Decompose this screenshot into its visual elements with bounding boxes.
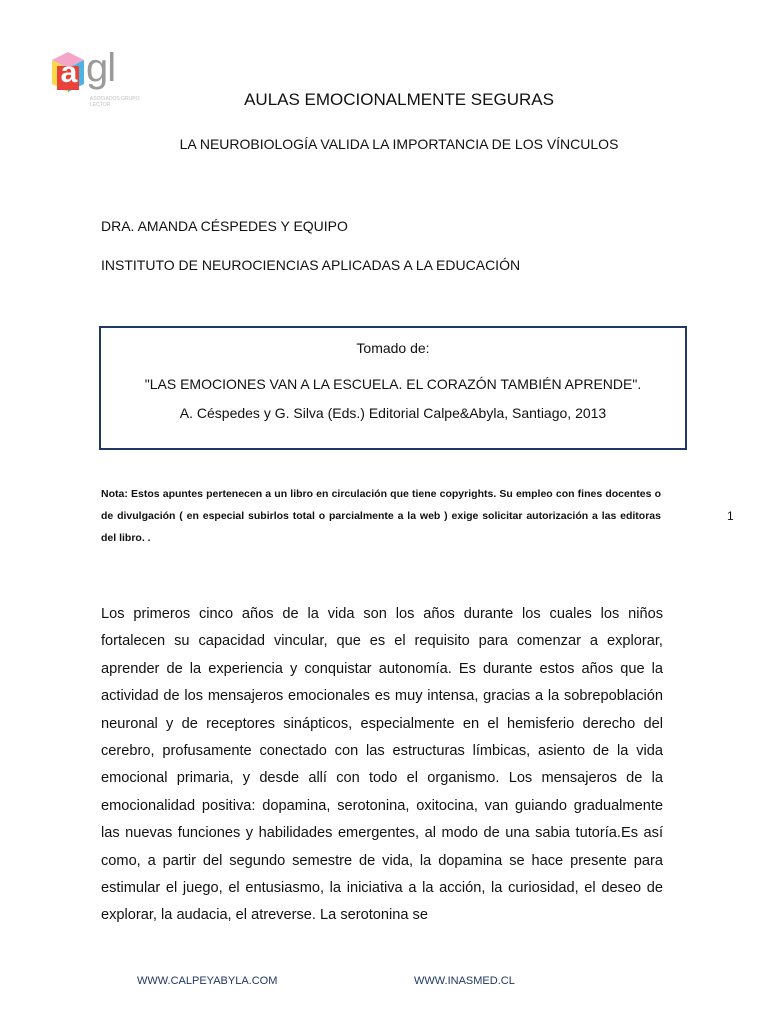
- author-line: DRA. AMANDA CÉSPEDES Y EQUIPO: [101, 218, 348, 234]
- document-title: AULAS EMOCIONALMENTE SEGURAS: [244, 90, 554, 109]
- page-number: 1: [727, 509, 734, 523]
- source-box: [99, 326, 687, 450]
- source-citation: A. Céspedes y G. Silva (Eds.) Editorial Calpe&Abyla, Santiago, 2013: [179, 405, 607, 421]
- footer-link-inasmed[interactable]: WWW.INASMED.CL: [414, 975, 515, 987]
- document-subtitle: LA NEUROBIOLOGÍA VALIDA LA IMPORTANCIA DE LOS VÍNCULOS: [179, 136, 619, 152]
- source-label: Tomado de:: [356, 340, 430, 356]
- logo-letter: a: [60, 56, 78, 89]
- body-paragraph: Los primeros cinco años de la vida son los años durante los cuales los niños fortalecen su capacidad vincular, que es el requisito para comenzar a explorar, aprender de la experiencia y conquistar autonomía. Es durante estos años que la actividad de los mensajeros emocionales es muy intensa, gracias a la sobrepoblación neuronal y de receptores sinápticos, especialmente en el hemisferio derecho del cerebro, profusamente conectado con las estructuras límbicas, asiento de la vida emocional primaria, y desde allí con todo el organismo. Los mensajeros de la emocionalidad positiva: dopamina, serotonina, oxitocina, van guiando gradualmente las nuevas funciones y habilidades emergentes, al modo de una sabia tutoría.Es así como, a partir del segundo semestre de vida, la dopamina se hace presente para estimular el juego, el entusiasmo, la iniciativa a la acción, la curiosidad, el deseo de explorar, la audacia, el atreverse. La serotonina se: [101, 606, 663, 924]
- copyright-note: Nota: Estos apuntes pertenecen a un libro en circulación que tiene copyrights. Su empleo con fines docentes o de divulgación ( en especial subirlos total o parcialmente a la web ) exige solicitar autorización a las editoras del libro. .: [101, 488, 661, 544]
- institute-line: INSTITUTO DE NEUROCIENCIAS APLICADAS A LA EDUCACIÓN: [101, 257, 521, 273]
- source-quote: "LAS EMOCIONES VAN A LA ESCUELA. EL CORAZÓN TAMBIÉN APRENDE".: [144, 376, 642, 392]
- logo-text: gl: [86, 46, 116, 90]
- footer-link-calpeyabyla[interactable]: WWW.CALPEYABYLA.COM: [137, 975, 278, 987]
- logo-tagline: ASOCIADOS GRUPO LECTOR: [90, 96, 140, 108]
- body-text: [101, 601, 663, 930]
